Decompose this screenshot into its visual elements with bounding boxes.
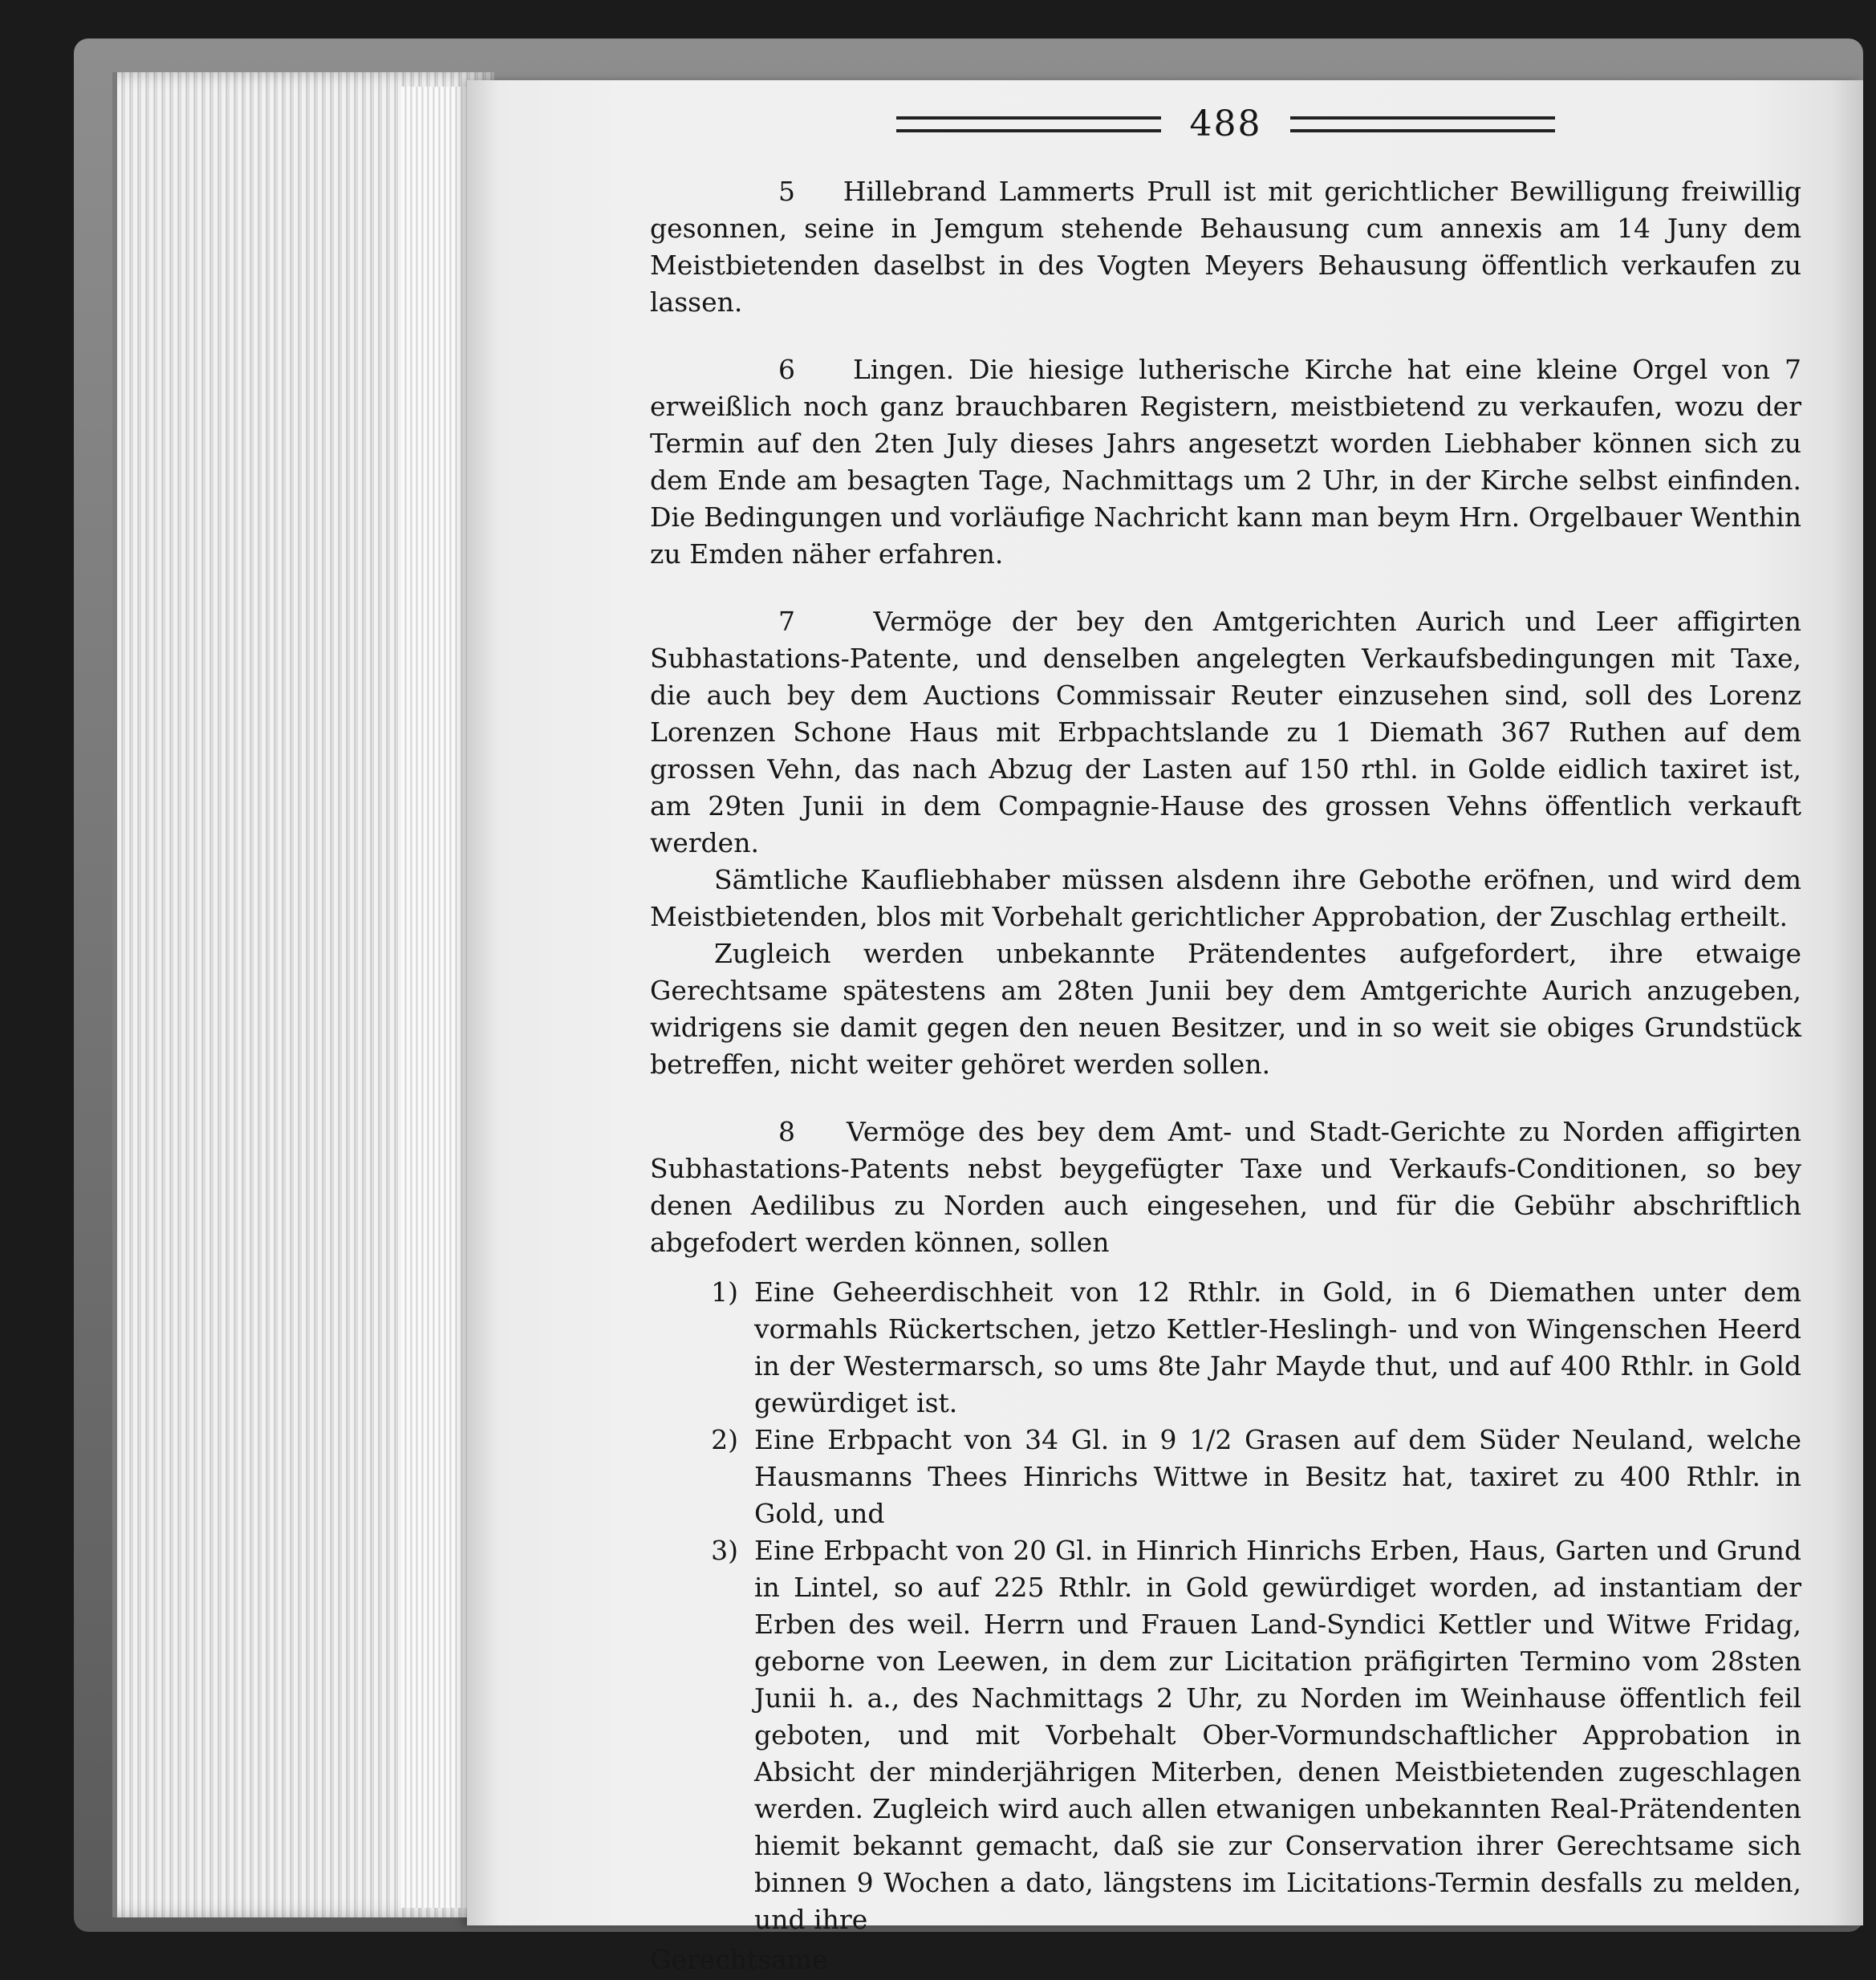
item-text: Eine Erbpacht von 20 Gl. in Hinrich Hinrichs Erben, Haus, Garten und Grund in Lintel, so auf 225 Rthlr. in Gold gewürdiget worden, ad instantiam der Erben des weil. Herrn und Frauen Land-Syndici Kettler und Witwe Fridag, geborne von Leewen, in dem zur Licitation präfigirten Termino vom 28sten Junii h. a., des Nachmittags 2 Uhr, zu Norden im Weinhause öffentlich feil geboten, und mit Vorbehalt Ober-Vormundschaftlicher Approbation in Absicht der minderjährigen Miterben, denen Meistbietenden zugeschlagen werden. Zugleich wird auch allen etwanigen unbekannten Real-Prätendenten hiemit bekannt gemacht, daß sie zur Conservation ihrer Gerechtsame sich binnen 9 Wochen a dato, längstens im Licitations-Termin desfalls zu melden, und ihre — [754, 1535, 1801, 1935]
page-text — [650, 103, 1802, 1978]
list-item — [650, 1532, 1801, 1938]
item-text: Eine Geheerdischheit von 12 Rthlr. in Gold, in 6 Diemathen unter dem vormahls Rückertschen, jetzo Kettler-Heslingh- und von Wingenschen Heerd in der Westermarsch, so ums 8te Jahr Mayde thut, und auf 400 Rthlr. in Gold gewürdiget ist. — [754, 1276, 1801, 1418]
list-item — [650, 1422, 1801, 1532]
entry-text: Lingen. Die hiesige lutherische Kirche hat eine kleine Orgel von 7 erweißlich noch ganz brauchbaren Registern, meistbietend zu verkaufen, wozu der Termin auf den 2ten July dieses Jahrs angesetzt worden Liebhaber können sich zu dem Ende am besagten Tage, Nachmittags um 2 Uhr, in der Kirche selbst einfinden. Die Bedingungen und vorläufige Nachricht kann man beym Hrn. Orgelbauer Wenthin zu Emden näher erfahren. — [650, 354, 1802, 570]
entry-number: 8 — [778, 1116, 795, 1147]
entry-text: Vermöge des bey dem Amt- und Stadt-Gerichte zu Norden affigirten Subhastations-Patents nebst beygefügter Taxe und Verkaufs-Conditionen, so bey denen Aedilibus zu Norden auch eingesehen, und für die Gebühr abschriftlich abgefodert werden können, sollen — [650, 1116, 1801, 1258]
page-header — [650, 103, 1801, 144]
entry-paragraph — [650, 351, 1801, 573]
catchword: Gerechtsame — [650, 1944, 828, 1975]
item-text: Eine Erbpacht von 34 Gl. in 9 1/2 Grasen auf dem Süder Neuland, welche Hausmanns Thees Hinrichs Wittwe in Besitz hat, taxiret zu 400 Rthlr. in Gold, und — [754, 1424, 1801, 1529]
entry-paragraph: Sämtliche Kaufliebhaber müssen alsdenn ihre Gebothe eröfnen, und wird dem Meistbietenden, blos mit Vorbehalt gerichtlicher Approbation, der Zuschlag ertheilt. — [650, 864, 1801, 932]
entry-8-items — [650, 1274, 1801, 1938]
page-edges-inner — [401, 87, 473, 1908]
entry-text: Vermöge der bey den Amtgerichten Aurich und Leer affigirten Subhastations-Patente, und denselben angelegten Verkaufsbedingungen mit Taxe, die auch bey dem Auctions Commissair Reuter einzusehen sind, soll des Lorenz Lorenzen Schone Haus mit Erbpachtslande zu 1 Diemath 367 Ruthen auf dem grossen Vehn, das nach Abzug der Lasten auf 150 rthl. in Golde eidlich taxiret ist, am 29ten Junii in dem Compagnie-Hause des grossen Vehns öffentlich verkauft werden. — [650, 606, 1801, 858]
entry-number: 6 — [778, 354, 795, 385]
item-number: 1) — [711, 1276, 738, 1308]
entry-number: 7 — [778, 606, 795, 637]
item-number: 2) — [711, 1424, 738, 1455]
header-rule-right — [1290, 116, 1555, 132]
entry-paragraph: Zugleich werden unbekannte Prätendentes aufgefordert, ihre etwaige Gerechtsame spätestens am 28ten Junii bey dem Amtgerichte Aurich anzugeben, widrigens sie damit gegen den neuen Besitzer, und in so weit sie obiges Grundstück betreffen, nicht weiter gehöret werden sollen. — [650, 938, 1801, 1080]
entry-text: Hillebrand Lammerts Prull ist mit gerichtlicher Bewilligung freiwillig gesonnen, seine in Jemgum stehende Behausung cum annexis am 14 Juny dem Meistbietenden daselbst in des Vogten Meyers Behausung öffentlich verkaufen zu lassen. — [650, 176, 1801, 318]
entry-paragraph — [650, 603, 1801, 862]
header-rule-left — [896, 116, 1161, 132]
entry-6 — [650, 351, 1801, 573]
entry-number: 5 — [778, 176, 795, 207]
entry-8 — [650, 1114, 1801, 1978]
entry-7 — [650, 603, 1801, 1083]
item-number: 3) — [711, 1535, 738, 1566]
page-number: 488 — [1189, 103, 1262, 144]
list-item — [650, 1274, 1801, 1422]
entry-paragraph — [650, 173, 1801, 321]
entry-5 — [650, 173, 1801, 321]
entry-paragraph — [650, 1114, 1801, 1261]
